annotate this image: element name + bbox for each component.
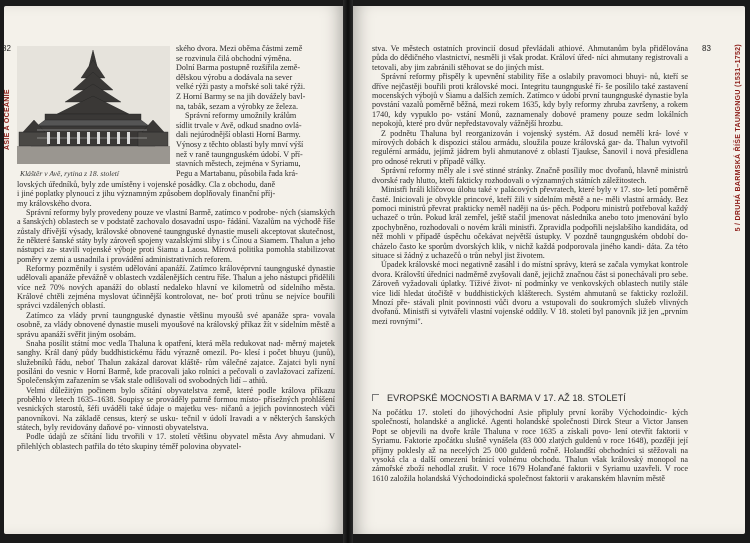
line: sídlit trvale v Avě, odkud snadno ovlá- — [176, 120, 302, 130]
paragraph: stva. Ve městech ostatních provincií dosud převládali athiové. Ahmutanům byla přidělována půda do dědičného vlastnictví, nesměli ji však prodat. Královí úřed- níci ahmutany registrovali a tetovali, aby jim zabránili stěhovat se do jiných míst. — [372, 44, 688, 72]
line: my královského dvora. — [17, 198, 92, 208]
line: ského dvora. Mezi oběma částmi země — [176, 44, 303, 53]
paragraph: Velmi důležitým počinem bylo sčítání obyvatelstva země, které podle králova příkazu proběhlo v letech 1635–1638. Soupisy se prováděly patrně formou místo- přísežných prohlášení vesnických starostů, šéfi uváděli také údaje o majetku ves- ničanů a jejich povinnostech vůči panovníkovi. Na základě census, který se usku- tečnil v údolí Iravadi a v některých šanských státech, byly revidovány daňové po- vinnosti obyvatelstva. — [17, 385, 335, 432]
line: Správní reformy umožnily králům — [185, 111, 297, 121]
line: než v raně taungnguském údobí. V pří- — [176, 149, 303, 159]
monastery-illustration — [17, 46, 170, 164]
left-body-text — [17, 180, 335, 451]
left-running-head: ASIE A OCEÁNIE — [4, 89, 11, 150]
paragraph: Reformy pozměnily i systém udělování apanáží. Zatímco královéprvní taungnguské dynastie udělovali apanáže převážně v oblastech vzdálenějších centru říše. Thalun a jeho nástupci přidělili více než 70% nových apanáží do oblastí nedaleko hlavní ve kilometrů od sídelního města. Králové chtěli zejména myslovat účinnější kontrolovat, ne- boť proti trůnu se nejvíce bouřili správci vzdálených oblastí. — [17, 264, 335, 311]
section-heading — [372, 388, 688, 406]
right-body-text-bottom — [372, 408, 688, 483]
right-running-head: 5 / DRUHÁ BARMSKÁ ŘÍŠE TAUNGNGU (1531–1752) — [735, 44, 742, 232]
line: Z Horní Barmy se na jih dovážely bavl- — [176, 91, 306, 101]
right-body-text-top — [372, 44, 688, 326]
paragraph: Zatímco za vlády první taungnguské dynastie většinu myoušů své apanáže spra- vovala osobně, za vlády obnovené dynastie museli myoušové na královský příkaz žít v sídelním městě a správu apanáží svěřit jiným osobám. — [17, 310, 335, 339]
paragraph: Správní reformy měly ale i své stinné stránky. Značně posílily moc dvořanů, hlavně ministrů dvorské rady hlutto, kteří fakticky rozhodovali o významných státních záležitostech. — [372, 166, 688, 185]
line: se rozvinula čilá obchodní výměna. — [176, 53, 292, 63]
paragraph: Úpadek královské moci negativně zasáhl i do místní správy, která se začala vymykat kontrole dvora. Královští úředníci nadměrně zvyšovali daně, jejichž značnou část si ponechávali pro sebe. Zároveň vyžadovali úplatky. Tíživé život- ní podmínky ve venkovských oblastech nutily stále více lidí hledat útočiště v buddhistických klášterech. Systém ahmutanů se fakticky rozložil. Mnozí pře- stávali plnit povinnosti vůči dvoru a vstupovali do soukromých služeb vlivných dvořanů. Ministři si vytvářeli vlastní vojenské oddíly. V 18. století byl panovník již jen „prvním mezi rovnými". — [372, 260, 688, 326]
book-gutter — [343, 0, 353, 543]
paragraph: Správní reformy přispěly k upevnění stability říše a oslabily pravomoci bhuyi- nů, kteří se dříve nejčastěji bouřili proti královské moci. Integritu taungnguské ří- še posílilo také zastavení mocenských výbojů v Siamu a dalších zemích. Zatímco v údobí první taungnguské dynastie byla povstání vazalů poměrně běžná, mezi rokem 1635, kdy byly reformy zhruba završeny, a rokem 1740, kdy vypuklo po- vstání Monů, zaznamenaly dobové prameny pouze sedm lokálních nepokojů, které pro dvůr nepředstavovaly vážnější hrozbu. — [372, 72, 688, 129]
heading-text: EVROPSKÉ MOCNOSTI A BARMA V 17. AŽ 18. STOLETÍ — [387, 393, 626, 403]
line: lovských úředníků, byly zde umístěny i vojenské posádky. Cla z obchodu, daně — [17, 180, 276, 189]
pagoda-engraving — [17, 46, 170, 164]
paragraph: Správní reformy byly provedeny pouze ve vlastní Barmě, zatímco v podrobe- ných (siamských a šanských) oblastech se v podstatě zachovalo dosavadní uspo- řádání. Vazalům na východě říše zůstaly dřívější výsady, královské obnovené taungnguské dynastie museli akceptovat skutečnost, že některé šanské státy byly zároveň spojeny vazalskými sliby i s Čínou a Siamem. Thalun a jeho nástupci za- stavili vojenské výboje proti Siamu a Laosu. Mírová politika pomohla stabilizovat poměry v zemi a usnadnila i provádění administrativních reforem. — [17, 208, 335, 264]
paragraph: Ministři hráli klíčovou úlohu také v palácových převratech, které byly v 17. sto- letí poměrně časté. Iniciovali je obvykle princové, kteří žili v sídelním městě a ne- měli vlastní armády. Bez pomoci ministrů převrat prakticky neměl naději na ús- pěch. Podporu ministrů potřeboval každý uchazeč o trůn. Pokud král zemřel, ještě stačil jmenovat následníka anebo toto jmenování bylo zpochybněno, rozhodovali o novém králi ministři. Zpravidla podpořili nejslabšího kandidáta, od něž mohli v případě úspěchu očekávat největší ústupky. V pozdně taungnguském období do- cházelo často ke sporům dvorských klik, v nichž každá podporovala jiného kandi- dáta. Za této situace si žádný z uchazečů o trůn nebyl jist životem. — [372, 185, 688, 260]
left-text-beside-image — [176, 44, 334, 178]
line: velké rýži pasty a mořské soli také rýži. — [176, 82, 306, 92]
paragraph: Z podnětu Thaluna byl reorganizován i vojenský systém. Až dosud nemělí krá- lové v mírových dobách k dispozici stálou armádu, sloužila pouze královská gar- da. Thalun vytvořil regulérní armádu, jejímž jádrem byli ahmutanové z oblastí Tjaukse, Šanovil i nová přesídlena pro odnosé rekruti v případě války. — [372, 128, 688, 166]
paragraph: Na počátku 17. století do jihovýchodní Asie připluly první koráby Východoindic- kých společností, holandské a anglické. Agenti holandské společnosti Dirck Steur a Victor Jansen Popt se objevili na dvoře krále Thaluna v roce 1635 a získali povo- lení otevřít faktorii v Syriamu. Faktorie zpočátku slušně vynášela (83 000 zlatých guldenů v roce 1648), později její příjmy poklesly až na necelých 25 000 guldenů ročně. Holandští obchodníci si stěžovali na vysoká cla a další omezení bránicí volnému obchodu. Thalun však královský monopol na zámořské zboží nehodlal zrušit. V roce 1679 Holanďané faktorii v Syriamu uzavřeli. V roce 1610 založila holandská Východoindická společnost faktorii v arakanském hlavním městě — [372, 408, 688, 483]
right-page-number: 83 — [702, 44, 711, 53]
left-page-number: 82 — [2, 44, 11, 53]
line: dělskou výrobu a dodávala na sever — [176, 72, 293, 82]
line: na, tabák, sezam a výrobky ze železa. — [176, 101, 299, 111]
paragraph: Snaha posílit státní moc vedla Thaluna k opatření, která měla redukovat nad- měrný majetek sanghy. Král daný půdy buddhistickému řádu výrazně omezil. Po- klesí i počet bhuyu (junů), služebníků řádu, neboť Thalun zakázal darovat kláště- rům válečné zajatce. Zajatci byli nyní posíláni do vesnic v Horní Barmě, kde pracovali jako rolníci a pečovali o zavlažovací zařízení. Společenským zařazením se však stale odlišovali od svobodných lidí – athiů. — [17, 338, 335, 386]
line: Pegu a Martabanu, působila řada krá- — [176, 168, 298, 178]
line: i jiné poplatky plynoucí z jihu významným způsobem doplňovaly finanční příj- — [17, 189, 276, 199]
line: Dolní Barma postupně rozšiřila země- — [176, 63, 301, 73]
line: Výnosy z těchto oblastí byly mnví výší — [176, 139, 304, 149]
line: stavních městech, zejména v Syriamu, — [176, 159, 301, 169]
right-running-head-bar — [734, 44, 745, 528]
paragraph: Podle údajů ze sčítání lidu trvořili v 17. století většinu obyvatel města Avy ahmudani. V přilehlých oblastech patřila do této skupiny téměř polovina obyvatel- — [17, 432, 335, 451]
illustration-caption: Kláštěr v Avě, rytina z 18. století — [20, 169, 119, 178]
heading-marker — [372, 394, 379, 401]
line: dali nejúrodnější oblasti Horní Barmy. — [176, 130, 301, 140]
